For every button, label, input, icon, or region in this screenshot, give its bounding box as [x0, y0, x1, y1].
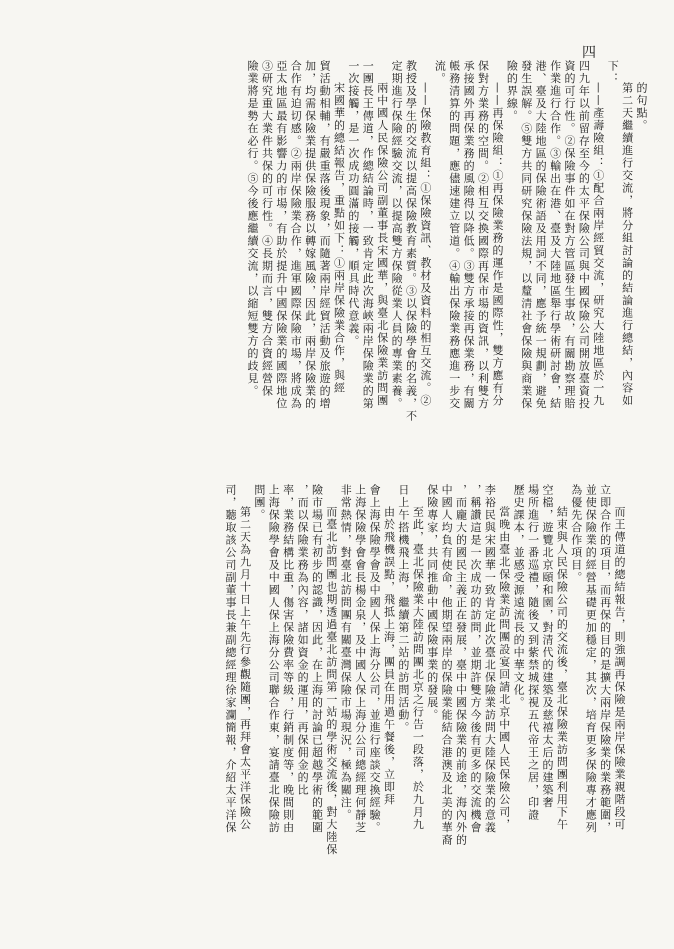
text-line: ，而以保險業務為內容，諸如資金的運用，再保佣金的比: [296, 484, 310, 797]
text-line: 流。: [433, 60, 447, 85]
text-line: 並使保險業的經營基礎更加穩定，其次，培育更多保險專才應列: [584, 484, 598, 834]
text-line: 險的界線。: [505, 60, 519, 123]
text-line: 空檔，遊覽北京頤和園，對清代的建築及慈禧太后的建築奢: [540, 484, 554, 809]
text-line: 帳務清算的問題，應儘速建立管道。④輸出保險業務應進一步交: [447, 60, 461, 410]
text-line: 一團長王傳道，作總結論時，一致肯定此次海峽兩岸保險業的第: [361, 60, 375, 410]
text-line: ——再保險組：①再保險業務的運作是國際性，雙方應有分: [490, 82, 504, 407]
text-line: 而王傳道的總結報告，則強調再保險是兩岸保險業親階段可: [613, 506, 626, 831]
text-line: 資的可行性。②保險事件如在對方管區發生事故，有關勘察理賠: [562, 60, 576, 410]
text-line: 場所進行一番巡禮，隨後又到紫禁城探視五代帝王之居，印證: [526, 484, 540, 822]
text-line: 一次接觸，是一次成功圓滿的接觸，順具時代意義。: [346, 60, 360, 348]
text-line: 立即合作的項目，而再保的目的是擴大兩岸保險業的業務範圍，: [598, 484, 612, 834]
text-line: 四九年以前留存至今的太平保險公司與中國保險公司開放臺資投: [577, 60, 591, 410]
text-line: 為優先合作項目。: [569, 484, 583, 584]
text-line: ③研究重大業件共保的可行性。④長期而言，雙方合資經營保: [260, 60, 274, 398]
text-line: ，稱讚這是一次成功的訪問，並期許雙方今後有更多的交流機會: [468, 484, 482, 834]
text-line: 率，業務結構比重，傷害保險費率等級，行銷制度等，晚間則由: [281, 484, 295, 834]
text-line: ，而龐大的國民主義正在發展，臺中中國保險業的前途，海內外的: [454, 484, 468, 847]
text-line: 而臺北訪問團也期透過臺北訪問第一站的學術交流後，對大陸保: [324, 506, 338, 856]
text-line: 李裕民與宋國華一致肯定此次臺北保險業訪問大陸保險業的意義: [483, 484, 497, 834]
text-line: 險市場已有初步的認識，因此，在上海的討論已超越學術的範圍: [310, 484, 324, 834]
text-line: 保對方業務的空間。②相互交換國際再保市場的資訊，以利雙方: [476, 60, 490, 410]
text-line: 司，聽取該公司副董事長兼副總經理徐家瀾簡報，介紹太平洋保: [224, 484, 238, 834]
text-line: 當晚由臺北保險業訪問團設宴回請北京中國人民保險公司，: [497, 506, 511, 831]
text-line: 歷史課本，並感受源遠流長的中華文化。: [512, 484, 526, 709]
text-line: 結束與人民保險公司的交流後，臺北保險業訪問團利用下午: [555, 506, 569, 831]
text-line: 合作有迫切感。②兩岸保險業合作，進軍國際保險市場，將成為: [289, 60, 303, 410]
text-line: 教授及學生的交流以提高保險教育素質。③以保險學會的名義，不: [404, 60, 418, 423]
text-line: ——保險教育組：①保險資訊、教材及資料的相互交流。②: [418, 82, 432, 407]
text-line: 作業進行合作。③輸出在港、臺及大陸地區舉行學術研討會，結: [548, 60, 562, 410]
text-line: 港、臺及大陸地區的保險術語及用詞不同，應予統一規劃，避免: [534, 60, 548, 410]
lower-text-block: [40, 484, 626, 925]
text-line: 定期進行保險經驗交流，以提高雙方保險從業人員的專業素養。: [390, 60, 404, 410]
text-line: 中國人均負有使命，他期望兩岸的保險業能結合港澳及北美的華裔: [440, 484, 454, 847]
text-line: ——產壽險組：①配合兩岸經貿交流，研究大陸地區於一九: [591, 82, 605, 407]
text-line: 上海保險學會會長楊金泉，及中國人保上海分公司總經理何靜芝: [353, 484, 367, 834]
text-line: 兩中國人民保險公司副董事長宋國華，與臺北保險業訪問團: [375, 82, 389, 407]
text-line: 承接國外再保業務的風險得以降低。③雙方承接再保業務，有關: [462, 60, 476, 410]
text-line: 至此，臺北保險業大陸訪問團北京之行告一段落，於九月九: [411, 506, 425, 831]
text-line: 貿活動相輔，有嚴重落後現象，而隨著兩岸經貿活動及旅遊的增: [318, 60, 332, 410]
text-line: 問團。: [252, 484, 266, 522]
text-line: 加，均需保險業提供保險服務以轉嫁風險，因此，兩岸保險業的: [303, 60, 317, 410]
text-line: 第二天為九月十日上午先行參觀隨團，再拜會太平洋保險公: [238, 506, 252, 831]
text-line: 險業將是勢在必行。⑤今後應繼續交流，以縮短雙方的歧見。: [246, 60, 260, 398]
text-line: 保險專家，共同推動中國保險事業的發展。: [425, 484, 439, 722]
text-line: 亞太地區最有影響力的市場，有助於提升中國保險業的國際地位: [274, 60, 288, 410]
text-line: 的句點。: [635, 82, 648, 132]
upper-text-block: [38, 60, 648, 461]
text-line: 下：: [606, 60, 620, 85]
text-line: 日上午搭機飛上海，繼續第二站的訪問活動。: [396, 484, 410, 734]
text-line: 第二天繼續進行交流，將分組討論的結論進行總結，內容如: [620, 82, 634, 407]
text-line: 發生誤解。⑤雙方共同研究保險法規，以釐清社會保險與商業保: [519, 60, 533, 410]
text-line: 非常熱情，對臺北訪問團有關臺灣保險市場現況，極為關注。: [339, 484, 353, 822]
page-number: 四: [582, 45, 596, 61]
text-line: 會上海保險學會及中國人保上海分公司，並進行座談交換經驗。: [368, 484, 382, 834]
text-line: 宋國華的總結報告，重點如下：①兩岸保險業合作，與經: [332, 82, 346, 395]
text-line: 由於飛機誤點，飛抵上海，團員在用過午餐後，立即拜: [382, 506, 396, 806]
text-line: 上海保險學會及中國人保上海分公司聯合作東，宴請臺北保險訪: [267, 484, 281, 834]
